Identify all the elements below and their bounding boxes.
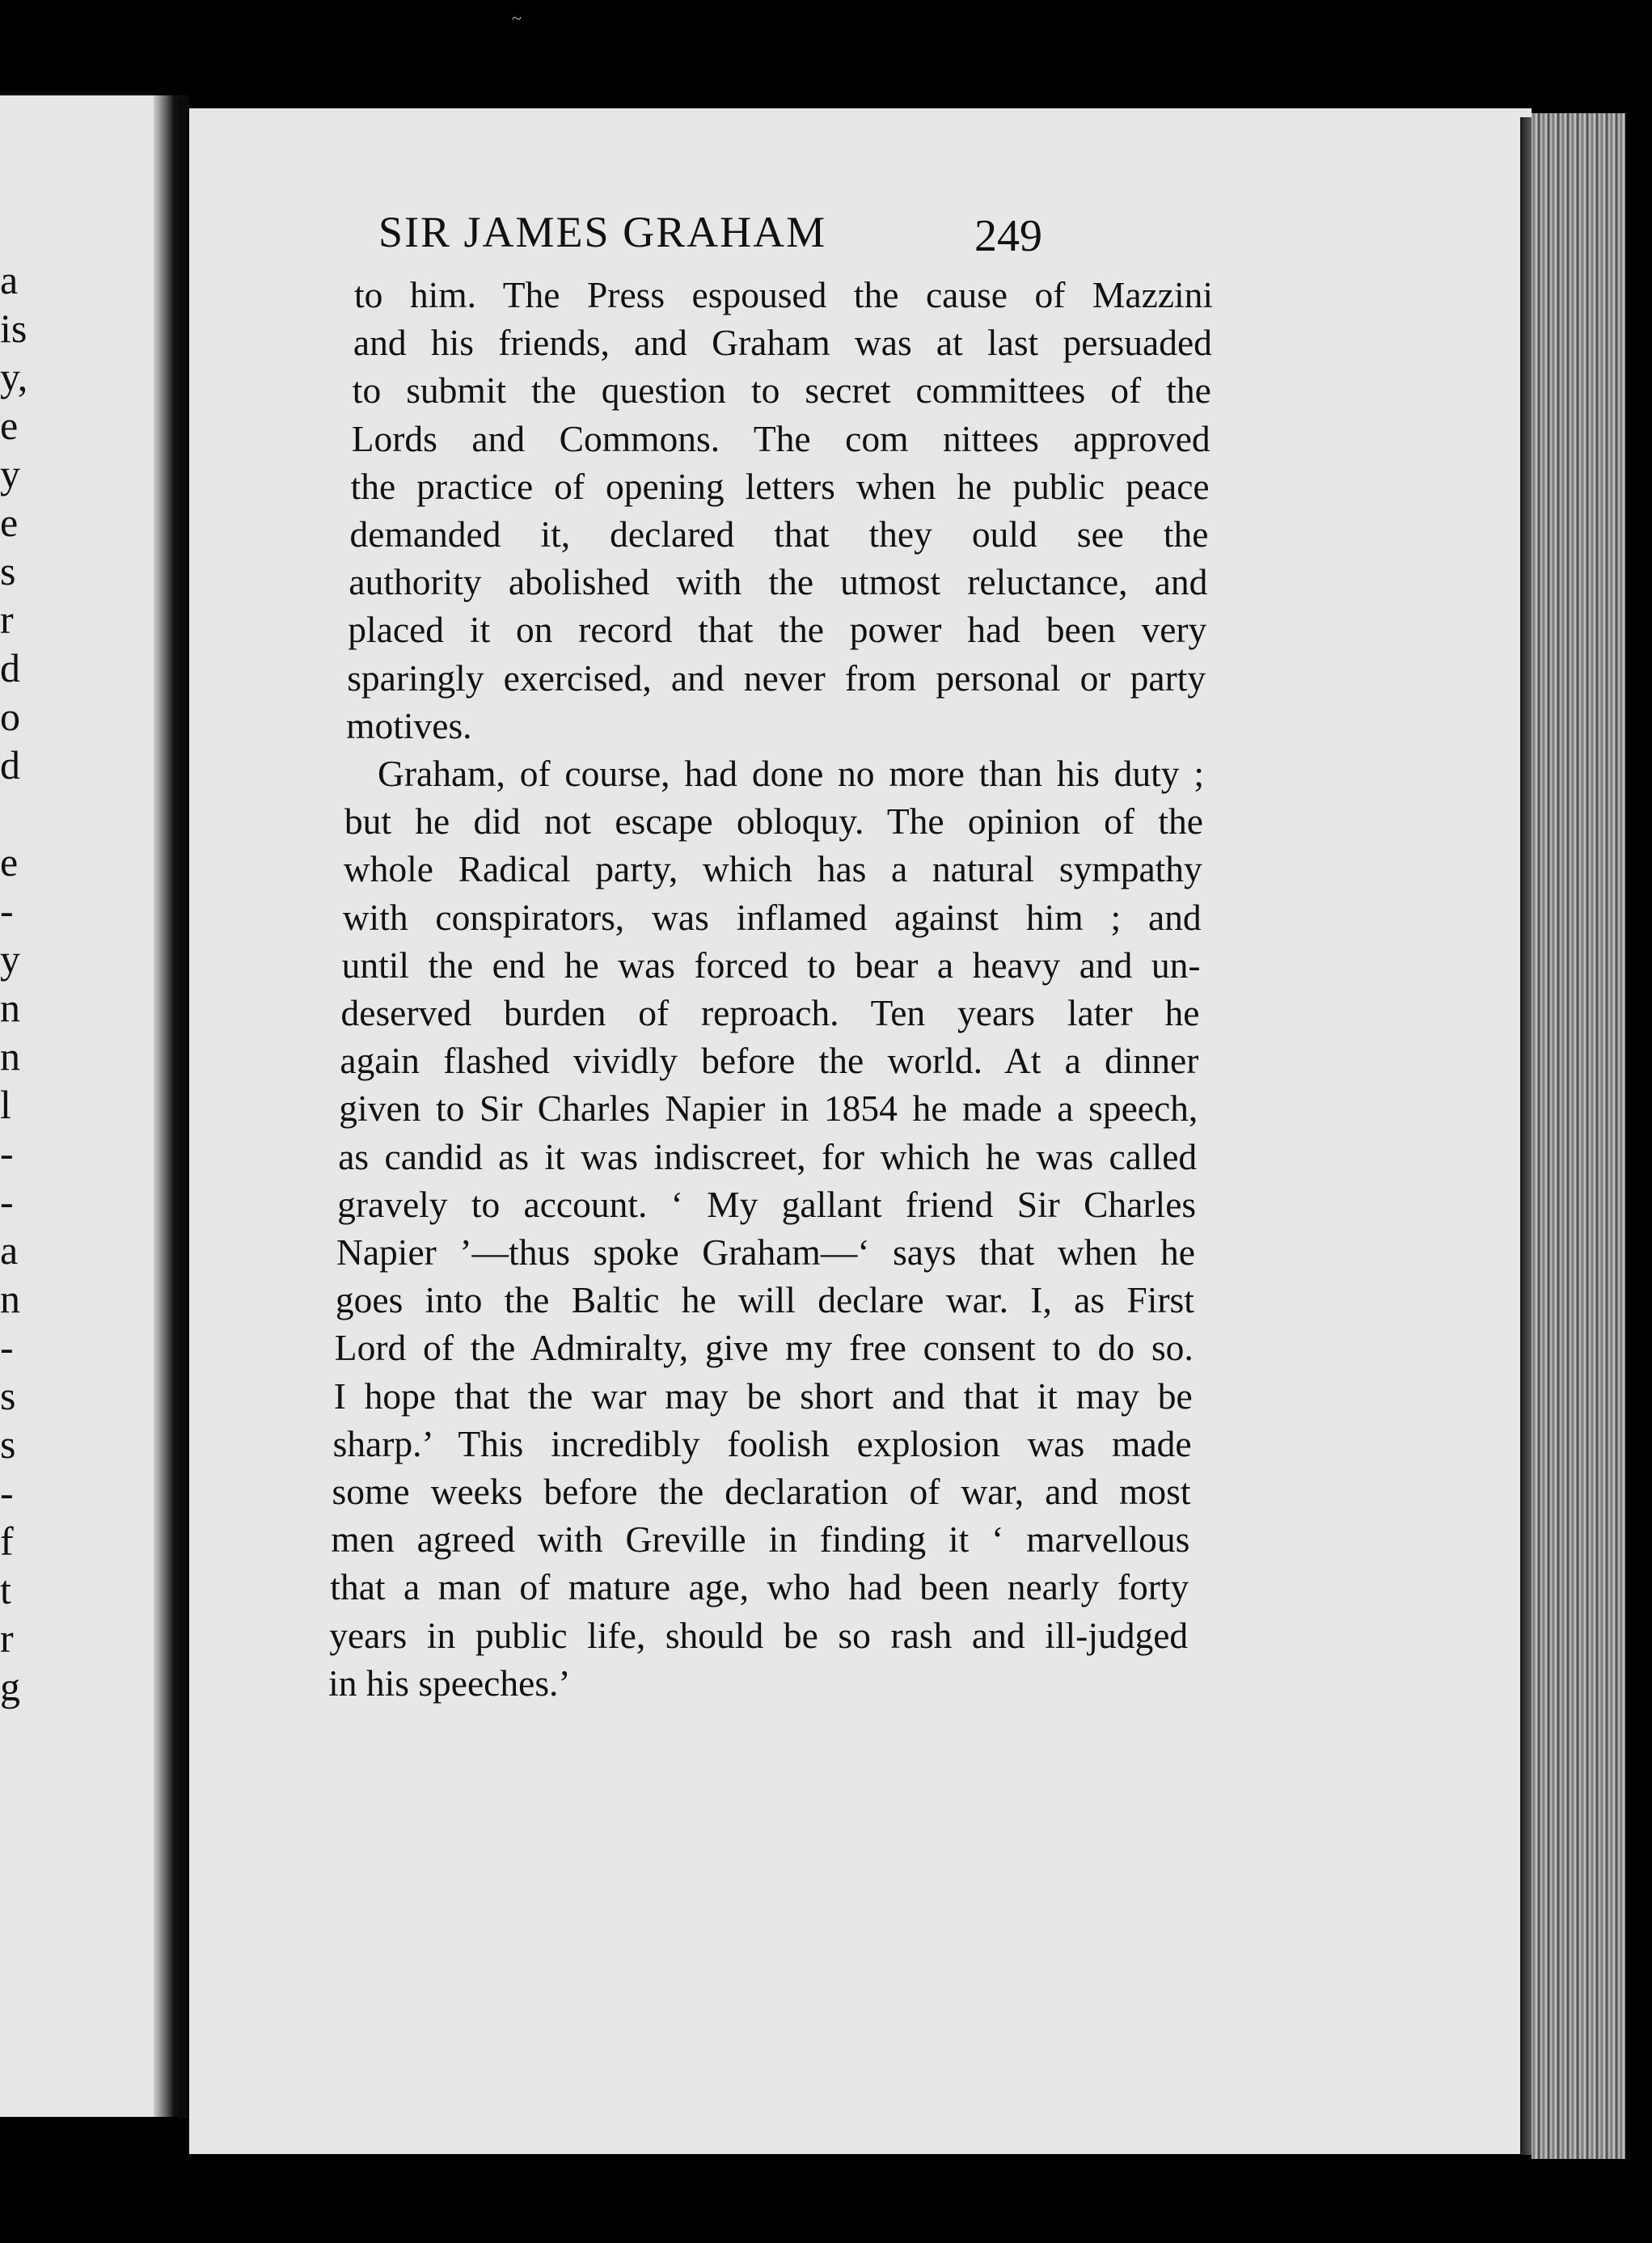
text-line: men agreed with Greville in finding it ‘ marvellous xyxy=(331,1521,1190,1561)
left-page-edge-fragment: y, xyxy=(0,354,28,399)
text-line: authority abolished with the utmost reluctance, and xyxy=(349,564,1208,603)
left-page-edge-fragment: t xyxy=(0,1567,11,1612)
left-page-edge-fragment: d xyxy=(0,742,20,788)
left-page-edge-fragment: d xyxy=(0,645,20,691)
text-line: and his friends, and Graham was at last persuaded xyxy=(353,324,1212,364)
left-page-edge-fragment: - xyxy=(0,1324,14,1370)
left-page xyxy=(0,95,180,2117)
left-page-edge-fragment: is xyxy=(0,306,27,351)
text-line: goes into the Baltic he will declare war. I, as First xyxy=(335,1282,1194,1321)
page-number: 249 xyxy=(974,211,1042,261)
text-line: again flashed vividly before the world. At a dinner xyxy=(340,1042,1199,1082)
text-line: Napier ’—thus spoke Graham—‘ says that when he xyxy=(336,1234,1195,1273)
text-line: the practice of opening letters when he public peace xyxy=(350,467,1210,507)
text-line: with conspirators, was inflamed against him ; and xyxy=(342,898,1202,938)
text-line: that a man of mature age, who had been nearly forty xyxy=(330,1569,1189,1608)
left-page-text-edge xyxy=(0,95,180,2117)
gutter-line xyxy=(178,97,189,2118)
page-stack-edge xyxy=(1532,113,1625,2159)
left-page-edge-fragment: s xyxy=(0,1421,16,1467)
left-page-edge-fragment: s xyxy=(0,1373,16,1418)
left-page-edge-fragment: - xyxy=(0,1470,14,1515)
text-line: Lord of the Admiralty, give my free consent to do so. xyxy=(334,1329,1194,1369)
left-page-edge-fragment: a xyxy=(0,257,19,302)
left-page-edge-fragment: n xyxy=(0,1033,20,1079)
left-page-edge-fragment: y xyxy=(0,936,20,982)
text-line: whole Radical party, which has a natural sympathy xyxy=(343,851,1202,890)
text-line: years in public life, should be so rash and ill-judged xyxy=(329,1616,1189,1656)
text-line: some weeks before the declaration of war, and most xyxy=(332,1473,1191,1512)
text-line: Graham, of course, had done no more than his duty ; xyxy=(378,755,1204,794)
left-page-edge-fragment: a xyxy=(0,1227,19,1273)
left-page-edge-fragment: o xyxy=(0,694,20,739)
left-page-edge-fragment: - xyxy=(0,1130,14,1176)
text-line: to him. The Press espoused the cause of Mazzini xyxy=(354,277,1213,315)
text-line: as candid as it was indiscreet, for which he was called xyxy=(338,1138,1198,1177)
left-page-edge-fragment: f xyxy=(0,1519,14,1564)
text-line: sharp.’ This incredibly foolish explosion was made xyxy=(332,1425,1192,1464)
left-page-edge-fragment: y xyxy=(0,451,20,496)
text-line: placed it on record that the power had been very xyxy=(348,611,1207,651)
left-page-edge-fragment: r xyxy=(0,597,14,642)
text-line: gravely to account. ‘ My gallant friend Sir Charles xyxy=(337,1185,1197,1225)
left-page-edge-fragment: n xyxy=(0,1276,20,1321)
text-line: sparingly exercised, and never from personal or party xyxy=(347,659,1206,699)
text-line: in his speeches.’ xyxy=(328,1662,571,1704)
left-page-edge-fragment: e xyxy=(0,839,19,885)
text-line: to submit the question to secret committees of the xyxy=(352,372,1211,412)
left-page-edge-fragment: g xyxy=(0,1664,20,1709)
left-page-edge-fragment: - xyxy=(0,888,14,933)
text-line: Lords and Commons. The com nittees approved xyxy=(351,420,1210,459)
left-page-edge-fragment: n xyxy=(0,985,20,1030)
text-line: but he did not escape obloquy. The opinion of the xyxy=(344,803,1203,843)
text-line: I hope that the war may be short and that it may be xyxy=(333,1377,1193,1417)
left-page-edge-fragment: - xyxy=(0,1179,14,1224)
text-line: given to Sir Charles Napier in 1854 he made a speech, xyxy=(339,1090,1198,1130)
running-head-title: SIR JAMES GRAHAM xyxy=(378,208,827,256)
left-page-edge-fragment: e xyxy=(0,500,19,545)
left-page-edge-fragment: s xyxy=(0,548,16,593)
text-line: until the end he was forced to bear a heavy and un- xyxy=(341,946,1201,986)
text-line: deserved burden of reproach. Ten years later he xyxy=(340,995,1200,1033)
left-page-edge-fragment: r xyxy=(0,1616,14,1661)
text-line: motives. xyxy=(346,704,472,746)
text-line: demanded it, declared that they ould see the xyxy=(349,516,1209,555)
scan-mark: ~ xyxy=(512,8,522,28)
left-page-edge-fragment: l xyxy=(0,1082,11,1127)
book-page xyxy=(189,108,1532,2154)
left-page-edge-fragment: e xyxy=(0,403,19,448)
running-head xyxy=(0,207,1652,272)
